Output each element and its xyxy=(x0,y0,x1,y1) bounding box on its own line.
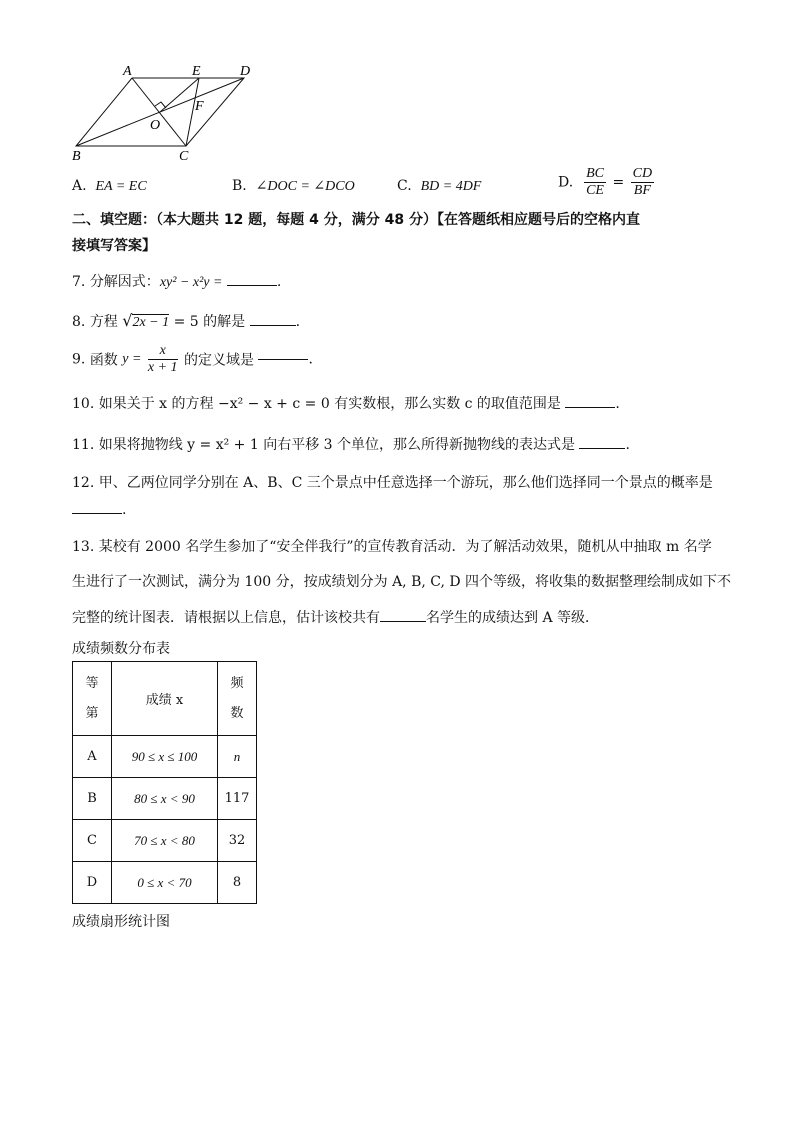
table-row: A 90 ≤ x ≤ 100 n xyxy=(73,736,257,778)
diagonal-ac xyxy=(132,78,186,146)
option-b: B. ∠DOC = ∠DCO xyxy=(232,178,355,194)
label-b: B xyxy=(72,149,81,164)
frequency-table xyxy=(72,661,257,904)
question-9: 9. 函数 y = $\frac{x}{x + 1}$ 的定义域是 . xyxy=(72,343,313,375)
question-8: 8. 方程 √2x − 1 = 5 的解是 . xyxy=(72,311,301,330)
table-title: 成绩频数分布表 xyxy=(72,641,170,657)
option-a: A. EA = EC xyxy=(72,178,147,194)
question-12: 12. 甲、乙两位同学分别在 A、B、C 三个景点中任意选择一个游玩，那么他们选择同一个景点的概率是 xyxy=(72,475,713,491)
question-12-line2: . xyxy=(72,502,126,518)
label-e: E xyxy=(192,64,201,79)
table-row: C 70 ≤ x < 80 32 xyxy=(73,820,257,862)
answer-blank-10[interactable] xyxy=(565,407,615,408)
parallelogram-figure xyxy=(60,58,270,168)
section-header-line1: 二、填空题：（本大题共 12 题，每题 4 分，满分 48 分）【在答题纸相应题号后的空格内直 xyxy=(72,212,640,228)
header-grade: 等第 xyxy=(73,662,112,736)
sqrt-symbol: √ xyxy=(122,311,133,330)
header-score: 成绩 x xyxy=(112,662,218,736)
table-row: D 0 ≤ x < 70 8 xyxy=(73,862,257,904)
answer-blank-13[interactable] xyxy=(380,621,426,622)
label-c: C xyxy=(179,149,189,164)
table-row: B 80 ≤ x < 90 117 xyxy=(73,778,257,820)
pie-chart-caption: 成绩扇形统计图 xyxy=(72,914,170,930)
option-c: C. BD = 4DF xyxy=(397,178,482,194)
answer-blank-7[interactable] xyxy=(227,285,277,286)
question-13-line2: 生进行了一次测试，满分为 100 分，按成绩划分为 A, B, C, D 四个等级，将收集的数据整理绘制成如下不 xyxy=(72,574,732,590)
label-a: A xyxy=(123,64,132,79)
question-13-line1: 13. 某校有 2000 名学生参加了“安全伴我行”的宣传教育活动．为了解活动效果，随机从中抽取 m 名学 xyxy=(72,539,712,555)
label-o: O xyxy=(150,118,161,133)
header-count: 频数 xyxy=(218,662,257,736)
option-c-expr: BD = 4DF xyxy=(420,179,482,194)
question-7: 7. 分解因式：xy² − x²y = . xyxy=(72,274,282,290)
answer-blank-8[interactable] xyxy=(250,325,296,326)
question-11: 11. 如果将抛物线 y = x² + 1 向右平移 3 个单位，那么所得新抛物线的表达式是 . xyxy=(72,437,630,453)
answer-blank-9[interactable] xyxy=(258,359,308,360)
label-d: D xyxy=(240,64,251,79)
right-angle-mark xyxy=(155,102,166,108)
question-13-line3: 完整的统计图表．请根据以上信息，估计该校共有 名学生的成绩达到 A 等级． xyxy=(72,610,600,626)
answer-blank-12[interactable] xyxy=(72,513,122,514)
option-b-expr: ∠DOC = ∠DCO xyxy=(255,179,355,194)
answer-blank-11[interactable] xyxy=(579,448,625,449)
table-header-row xyxy=(73,662,257,736)
option-d: D. $\frac{BC}{CE}$ = $\frac{CD}{BF}$ xyxy=(558,166,653,198)
question-10: 10. 如果关于 x 的方程 −x² − x + c = 0 有实数根，那么实数 c 的取值范围是 . xyxy=(72,396,620,412)
section-header-line2: 接填写答案】 xyxy=(72,238,156,254)
option-a-expr: EA = EC xyxy=(95,179,147,194)
label-f: F xyxy=(195,99,204,114)
